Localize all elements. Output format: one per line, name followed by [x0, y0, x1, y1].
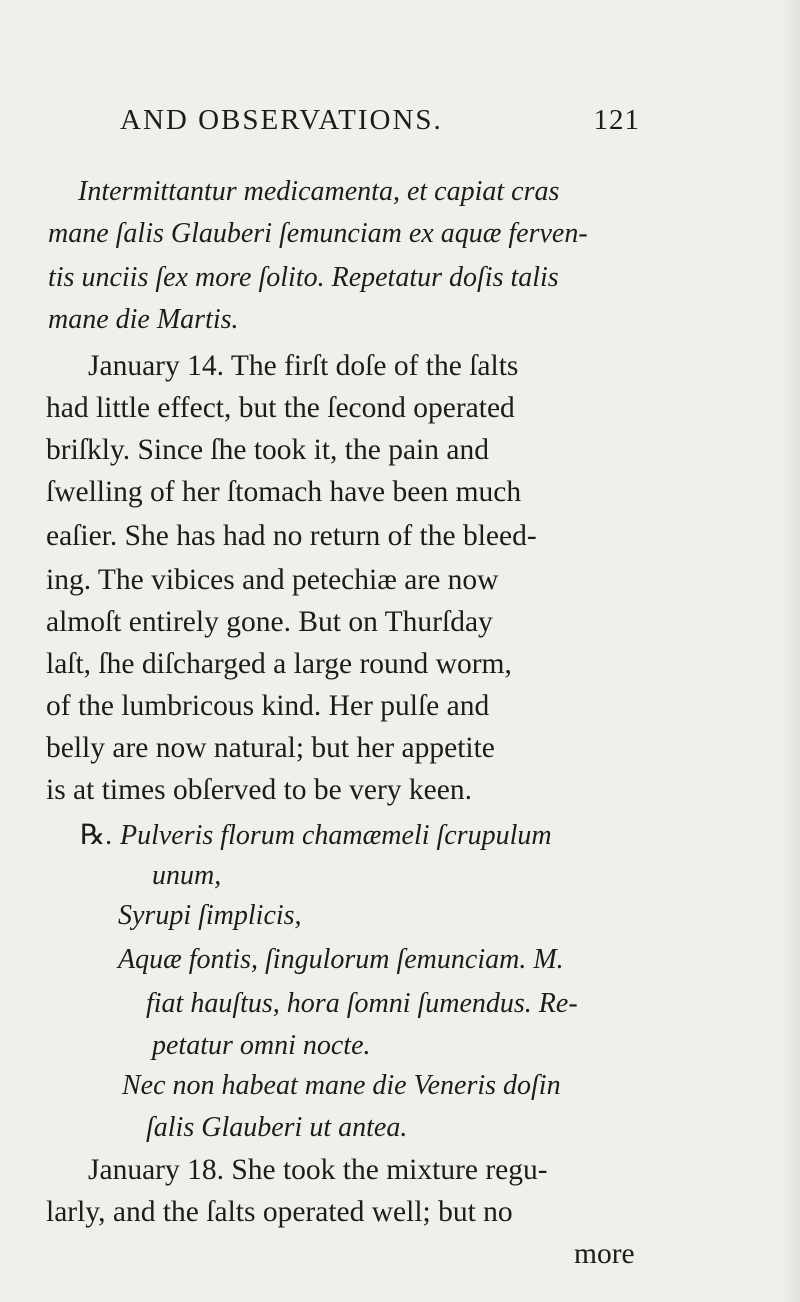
prescription-2-line: Aquæ fontis, ſingulorum ſemunciam. M. [118, 944, 564, 975]
paragraph-1-line: January 14. The firſt doſe of the ſalts [88, 350, 519, 382]
prescription-2-line: ſalis Glauberi ut antea. [146, 1112, 408, 1143]
prescription-2-line: fiat hauſtus, hora ſomni ſumendus. Re- [146, 988, 578, 1019]
paragraph-1-line: ing. The vibices and petechiæ are now [46, 564, 499, 596]
paragraph-1-line: had little effect, but the ſecond operated [46, 392, 515, 424]
prescription-1-line: mane die Martis. [48, 304, 239, 335]
prescription-1-line: Intermittantur medicamenta, et capiat cras [78, 176, 560, 207]
paragraph-1-line: briſkly. Since ſhe took it, the pain and [46, 434, 489, 466]
paragraph-1-line: laſt, ſhe diſcharged a large round worm, [46, 648, 512, 680]
paragraph-2-line: larly, and the ſalts operated well; but no [46, 1196, 513, 1228]
prescription-2-line: Nec non habeat mane die Veneris doſin [122, 1070, 561, 1101]
page-number: 121 [593, 104, 640, 136]
running-title: AND OBSERVATIONS. [120, 104, 443, 136]
prescription-2-line: unum, [152, 860, 222, 891]
page-edge-shadow [782, 0, 800, 1302]
prescription-2-line: Syrupi ſimplicis, [118, 900, 302, 931]
paragraph-1-line: eaſier. She has had no return of the bleed- [46, 520, 537, 552]
rx-symbol: ℞. [80, 820, 113, 851]
paragraph-1-line: is at times obſerved to be very keen. [46, 774, 472, 806]
paragraph-2-line: January 18. She took the mixture regu- [88, 1154, 548, 1186]
paragraph-1-line: ſwelling of her ſtomach have been much [46, 476, 522, 508]
paragraph-1-line: belly are now natural; but her appetite [46, 732, 495, 764]
prescription-2-line: petatur omni nocte. [152, 1030, 371, 1061]
paragraph-1-line: of the lumbricous kind. Her pulſe and [46, 690, 490, 722]
prescription-1-line: tis unciis ſex more ſolito. Repetatur doſis talis [48, 262, 559, 293]
prescription-1-line: mane ſalis Glauberi ſemunciam ex aquæ ferven- [48, 218, 588, 249]
paragraph-1-line: almoſt entirely gone. But on Thurſday [46, 606, 493, 638]
running-head [120, 104, 640, 144]
prescription-2-line: Pulveris florum chamæmeli ſcrupulum [120, 820, 552, 851]
catchword: more [574, 1238, 635, 1270]
